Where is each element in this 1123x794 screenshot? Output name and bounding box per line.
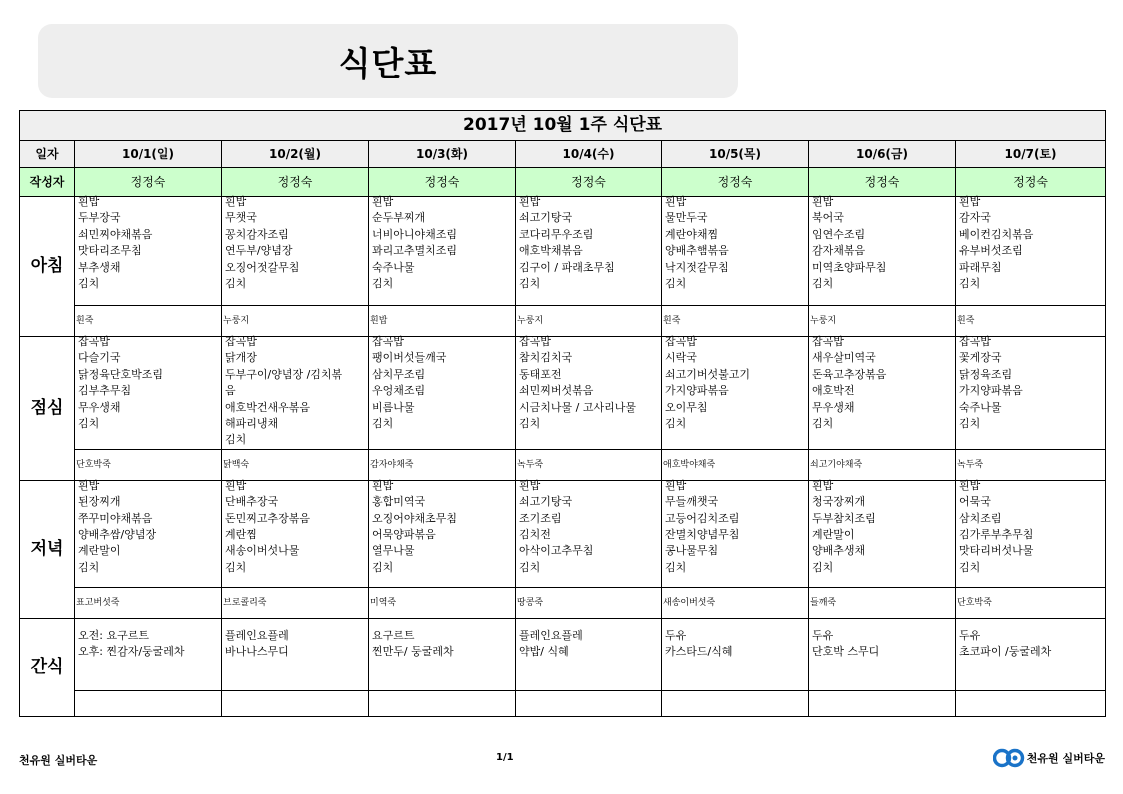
author-row <box>20 168 1106 197</box>
menu-item: 김치 <box>78 560 100 574</box>
date-row <box>20 141 1106 168</box>
weekly-menu-table <box>19 110 1106 717</box>
menu-item: 오징어야채초무침 <box>372 511 458 525</box>
menu-item: 김치 <box>519 560 541 574</box>
menu-item: 홍합미역국 <box>372 495 426 509</box>
lunch-menu-row <box>20 337 1106 450</box>
lunch-cell <box>956 337 1106 450</box>
date-cell: 10/5(목) <box>662 141 809 168</box>
breakfast-cell <box>809 197 956 306</box>
menu-item: 새우살미역국 <box>812 351 876 365</box>
porridge-cell: 브로콜리죽 <box>222 587 369 618</box>
author-cell: 정정숙 <box>809 168 956 197</box>
menu-item: 김치 <box>812 560 834 574</box>
snack-item: 찐만두/ 둥굴레차 <box>372 645 454 659</box>
empty-cell <box>809 690 956 716</box>
author-cell: 정정숙 <box>369 168 516 197</box>
author-cell: 정정숙 <box>516 168 662 197</box>
porridge-cell: 단호박죽 <box>75 449 222 480</box>
menu-item: 흰밥 <box>225 195 247 208</box>
empty-cell <box>75 690 222 716</box>
porridge-cell: 감자야채죽 <box>369 449 516 480</box>
snack-cell <box>369 618 516 690</box>
menu-item: 김치 <box>959 560 981 574</box>
porridge-cell: 미역죽 <box>369 587 516 618</box>
menu-item: 오징어젓갈무침 <box>225 260 300 274</box>
lunch-cell <box>222 337 369 450</box>
menu-item: 흰밥 <box>812 195 834 208</box>
menu-item: 쇠고기버섯불고기 <box>665 367 751 381</box>
snack-cell <box>75 618 222 690</box>
breakfast-menu-row <box>20 197 1106 306</box>
menu-item: 잡곡밥 <box>519 335 551 348</box>
menu-item: 흰밥 <box>225 478 247 492</box>
menu-item: 시락국 <box>665 351 697 365</box>
menu-item: 흰밥 <box>78 478 100 492</box>
menu-item: 양배추쌈/양념장 <box>78 528 157 542</box>
menu-item: 흰밥 <box>519 195 541 208</box>
menu-item: 감자국 <box>959 211 991 225</box>
porridge-cell: 새송이버섯죽 <box>662 587 809 618</box>
menu-item: 쇠민찌버섯볶음 <box>519 384 594 398</box>
porridge-cell: 들깨죽 <box>809 587 956 618</box>
menu-item: 흰밥 <box>959 195 981 208</box>
menu-item: 애호박채볶음 <box>519 244 583 258</box>
menu-item: 두부장국 <box>78 211 121 225</box>
menu-item: 김치 <box>812 277 834 291</box>
dinner-porridge-row <box>20 587 1106 618</box>
snack-item: 두유 <box>665 628 687 642</box>
menu-item: 돈육고추장볶음 <box>812 367 887 381</box>
porridge-cell: 녹두죽 <box>956 449 1106 480</box>
snack-item: 두유 <box>812 628 834 642</box>
menu-item: 두부구이/양념장 /김치볶 <box>225 367 343 381</box>
menu-item: 양배추생채 <box>812 544 866 558</box>
menu-item: 김치 <box>959 417 981 431</box>
menu-item: 비름나물 <box>372 400 415 414</box>
menu-item: 파래무침 <box>959 260 1002 274</box>
menu-item: 계란말이 <box>78 544 121 558</box>
menu-item: 무들깨챗국 <box>665 495 719 509</box>
menu-item: 새송이버섯나물 <box>225 544 300 558</box>
snack-item: 약밥/ 식혜 <box>519 645 569 659</box>
menu-item: 동태포전 <box>519 367 562 381</box>
menu-item: 흰밥 <box>665 195 687 208</box>
menu-item: 양배추햄볶음 <box>665 244 729 258</box>
menu-item: 흰밥 <box>519 478 541 492</box>
porridge-cell: 단호박죽 <box>956 587 1106 618</box>
menu-item: 꽈리고추멸치조림 <box>372 244 458 258</box>
menu-item: 코다리무우조림 <box>519 227 594 241</box>
menu-item: 가지양파볶음 <box>959 384 1023 398</box>
menu-item: 두부참치조림 <box>812 511 876 525</box>
footer-page-number: 1/1 <box>496 752 514 763</box>
menu-item: 음 <box>225 384 236 398</box>
menu-item: 김치 <box>519 277 541 291</box>
table-heading: 2017년 10월 1주 식단표 <box>20 111 1106 141</box>
date-cell: 10/2(월) <box>222 141 369 168</box>
porridge-cell: 누룽지 <box>809 306 956 337</box>
lunch-cell <box>662 337 809 450</box>
menu-item: 쭈꾸미야채볶음 <box>78 511 153 525</box>
porridge-cell: 흰죽 <box>75 306 222 337</box>
meal-label-lunch: 점심 <box>20 337 75 481</box>
menu-item: 부추생채 <box>78 260 121 274</box>
empty-cell <box>222 690 369 716</box>
menu-item: 꽁치감자조림 <box>225 227 289 241</box>
snack-item: 바나나스무디 <box>225 645 289 659</box>
author-label: 작성자 <box>20 168 75 197</box>
dinner-cell <box>956 480 1106 587</box>
menu-item: 쇠고기탕국 <box>519 495 573 509</box>
lunch-cell <box>516 337 662 450</box>
snack-item: 오후: 찐감자/둥굴레차 <box>78 645 185 659</box>
snack-item: 요구르트 <box>372 628 415 642</box>
menu-item: 계란야채찜 <box>665 227 719 241</box>
dinner-cell <box>75 480 222 587</box>
menu-item: 다슬기국 <box>78 351 121 365</box>
menu-item: 삼치조림 <box>959 511 1002 525</box>
footer-org-name: 천유원 실버타운 <box>19 754 98 767</box>
menu-item: 어묵국 <box>959 495 991 509</box>
breakfast-porridge-row <box>20 306 1106 337</box>
menu-item: 참치김치국 <box>519 351 573 365</box>
menu-item: 김치 <box>78 417 100 431</box>
menu-item: 삼치무조림 <box>372 367 426 381</box>
menu-item: 흰밥 <box>959 478 981 492</box>
date-cell: 10/3(화) <box>369 141 516 168</box>
menu-item: 꽃게장국 <box>959 351 1002 365</box>
date-cell: 10/6(금) <box>809 141 956 168</box>
footer-logo-text: 천유원 실버타운 <box>1026 752 1105 765</box>
snack-cell <box>662 618 809 690</box>
menu-item: 숙주나물 <box>372 260 415 274</box>
snack-item: 오전: 요구르트 <box>78 628 149 642</box>
menu-item: 흰밥 <box>372 478 394 492</box>
dinner-cell <box>222 480 369 587</box>
breakfast-cell <box>222 197 369 306</box>
menu-item: 김치 <box>372 560 394 574</box>
author-cell: 정정숙 <box>662 168 809 197</box>
menu-item: 무우생채 <box>812 400 855 414</box>
breakfast-cell <box>662 197 809 306</box>
empty-cell <box>956 690 1106 716</box>
menu-item: 김치 <box>225 560 247 574</box>
menu-item: 감자채볶음 <box>812 244 866 258</box>
menu-item: 잡곡밥 <box>812 335 844 348</box>
snack-item: 두유 <box>959 628 981 642</box>
porridge-cell: 흰밥 <box>369 306 516 337</box>
menu-item: 김치 <box>665 417 687 431</box>
page-title: 식단표 <box>338 43 438 83</box>
porridge-cell: 땅콩죽 <box>516 587 662 618</box>
menu-item: 임연수조림 <box>812 227 866 241</box>
dinner-cell <box>662 480 809 587</box>
menu-item: 단배추장국 <box>225 495 279 509</box>
date-cell: 10/4(수) <box>516 141 662 168</box>
porridge-cell: 누룽지 <box>516 306 662 337</box>
menu-item: 김치 <box>225 433 247 447</box>
menu-item: 김치 <box>372 277 394 291</box>
menu-item: 김부추무침 <box>78 384 132 398</box>
meal-label-snack: 간식 <box>20 618 75 716</box>
menu-item: 어묵양파볶음 <box>372 528 436 542</box>
title-banner <box>38 24 738 98</box>
menu-item: 계란말이 <box>812 528 855 542</box>
author-cell: 정정숙 <box>75 168 222 197</box>
menu-item: 흰밥 <box>372 195 394 208</box>
menu-item: 흰밥 <box>812 478 834 492</box>
menu-item: 오이무침 <box>665 400 708 414</box>
porridge-cell: 쇠고기야채죽 <box>809 449 956 480</box>
menu-item: 잡곡밥 <box>225 335 257 348</box>
menu-item: 잡곡밥 <box>372 335 404 348</box>
lunch-porridge-row <box>20 449 1106 480</box>
menu-item: 잡곡밥 <box>78 335 110 348</box>
menu-item: 쇠고기탕국 <box>519 211 573 225</box>
snack-cell <box>809 618 956 690</box>
menu-item: 잡곡밥 <box>959 335 991 348</box>
dinner-cell <box>369 480 516 587</box>
dinner-menu-row <box>20 480 1106 587</box>
menu-item: 쇠민찌야채볶음 <box>78 227 153 241</box>
menu-item: 된장찌개 <box>78 495 121 509</box>
menu-item: 맛타리버섯나물 <box>959 544 1034 558</box>
lunch-cell <box>369 337 516 450</box>
porridge-cell: 표고버섯죽 <box>75 587 222 618</box>
menu-item: 가지양파볶음 <box>665 384 729 398</box>
empty-cell <box>662 690 809 716</box>
menu-item: 김치 <box>812 417 834 431</box>
menu-item: 김치 <box>519 417 541 431</box>
menu-item: 맛타리조무침 <box>78 244 142 258</box>
menu-item: 북어국 <box>812 211 844 225</box>
menu-item: 콩나물무침 <box>665 544 719 558</box>
dinner-cell <box>516 480 662 587</box>
meal-label-breakfast: 아침 <box>20 197 75 337</box>
menu-item: 조기조림 <box>519 511 562 525</box>
menu-item: 김치 <box>959 277 981 291</box>
porridge-cell: 녹두죽 <box>516 449 662 480</box>
menu-item: 무우생채 <box>78 400 121 414</box>
porridge-cell: 누룽지 <box>222 306 369 337</box>
lunch-cell <box>75 337 222 450</box>
meal-label-dinner: 저녁 <box>20 480 75 618</box>
author-cell: 정정숙 <box>222 168 369 197</box>
breakfast-cell <box>956 197 1106 306</box>
menu-item: 아삭이고추무침 <box>519 544 594 558</box>
menu-item: 김치 <box>225 277 247 291</box>
breakfast-cell <box>516 197 662 306</box>
date-label: 일자 <box>20 141 75 168</box>
date-cell: 10/1(일) <box>75 141 222 168</box>
menu-item: 청국장찌개 <box>812 495 866 509</box>
porridge-cell: 흰죽 <box>662 306 809 337</box>
menu-item: 숙주나물 <box>959 400 1002 414</box>
menu-item: 돈민찌고추장볶음 <box>225 511 311 525</box>
menu-item: 열무나물 <box>372 544 415 558</box>
snack-item: 카스타드/식혜 <box>665 645 733 659</box>
menu-item: 김치 <box>665 277 687 291</box>
menu-item: 계란찜 <box>225 528 257 542</box>
menu-item: 김치 <box>372 417 394 431</box>
lunch-cell <box>809 337 956 450</box>
menu-item: 닭정육단호박조림 <box>78 367 164 381</box>
menu-item: 유부버섯조림 <box>959 244 1023 258</box>
snack-cell <box>516 618 662 690</box>
menu-item: 베이컨김치볶음 <box>959 227 1034 241</box>
menu-item: 김치 <box>78 277 100 291</box>
snack-item: 플레인요플레 <box>225 628 289 642</box>
menu-item: 흰밥 <box>78 195 100 208</box>
snack-item: 초코파이 /둥굴레차 <box>959 645 1052 659</box>
menu-item: 닭정육조림 <box>959 367 1013 381</box>
cheonyuwon-logo-icon <box>993 747 1025 769</box>
menu-item: 시금치나물 / 고사리나물 <box>519 400 636 414</box>
date-cell: 10/7(토) <box>956 141 1106 168</box>
menu-item: 김치 <box>665 560 687 574</box>
menu-item: 물만두국 <box>665 211 708 225</box>
porridge-cell: 애호박야채죽 <box>662 449 809 480</box>
menu-item: 김가루부추무침 <box>959 528 1034 542</box>
dinner-cell <box>809 480 956 587</box>
snack-menu-row <box>20 618 1106 690</box>
breakfast-cell <box>75 197 222 306</box>
menu-item: 우엉채조림 <box>372 384 426 398</box>
menu-item: 닭개장 <box>225 351 257 365</box>
porridge-cell: 닭백숙 <box>222 449 369 480</box>
empty-cell <box>516 690 662 716</box>
menu-item: 김구이 / 파래초무침 <box>519 260 615 274</box>
menu-item: 낙지젓갈무침 <box>665 260 729 274</box>
menu-item: 미역초양파무침 <box>812 260 887 274</box>
breakfast-cell <box>369 197 516 306</box>
menu-item: 애호박건새우볶음 <box>225 400 311 414</box>
menu-item: 고등어김치조림 <box>665 511 740 525</box>
menu-item: 김치전 <box>519 528 551 542</box>
snack-item: 단호박 스무디 <box>812 645 880 659</box>
snack-cell <box>222 618 369 690</box>
snack-cell <box>956 618 1106 690</box>
menu-item: 연두부/양념장 <box>225 244 293 258</box>
menu-item: 팽이버섯들깨국 <box>372 351 447 365</box>
menu-item: 잔멸치양념무침 <box>665 528 740 542</box>
author-cell: 정정숙 <box>956 168 1106 197</box>
menu-item: 순두부찌개 <box>372 211 426 225</box>
menu-item: 해파리냉채 <box>225 417 279 431</box>
empty-cell <box>369 690 516 716</box>
menu-item: 너비아니야채조림 <box>372 227 458 241</box>
menu-item: 무챗국 <box>225 211 257 225</box>
snack-extra-row <box>20 690 1106 716</box>
footer-logo <box>993 747 1105 769</box>
menu-item: 애호박전 <box>812 384 855 398</box>
menu-item: 흰밥 <box>665 478 687 492</box>
snack-item: 플레인요플레 <box>519 628 583 642</box>
porridge-cell: 흰죽 <box>956 306 1106 337</box>
menu-item: 잡곡밥 <box>665 335 697 348</box>
